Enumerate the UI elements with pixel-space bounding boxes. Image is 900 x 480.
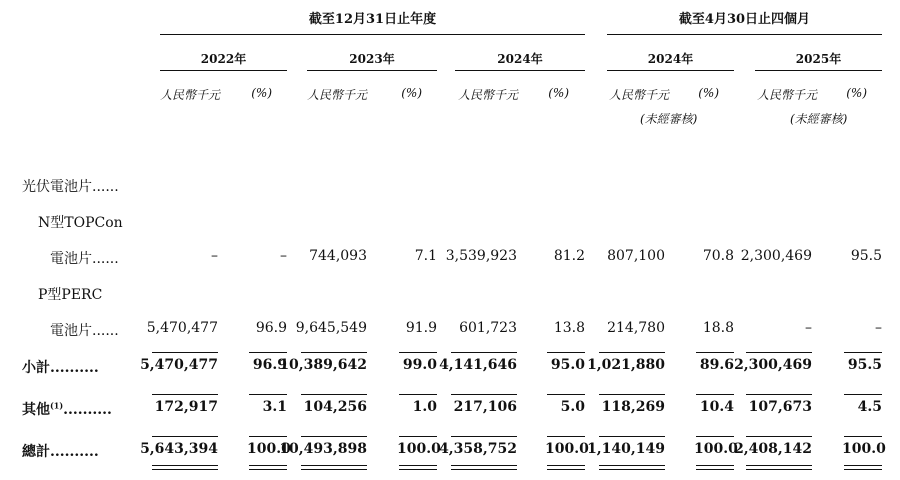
cell-rule: [599, 394, 665, 395]
cell-rule: [696, 352, 734, 353]
cell-rule: [451, 436, 517, 437]
group-underline-fy: [160, 34, 585, 35]
row-label-others: [22, 399, 112, 419]
cell-rule: [152, 436, 218, 437]
year-2023-header: 2023年: [349, 52, 395, 66]
unaudited-label: (未經審核): [790, 112, 848, 126]
row-label-ntopcon-line1: N型TOPCon: [38, 215, 123, 231]
unit-label: 人民幣千元: [609, 88, 670, 102]
cell-rule: [844, 469, 882, 470]
pct-label: (%): [846, 86, 867, 100]
table-cell: 100.0: [694, 441, 738, 457]
cell-rule: [844, 394, 882, 395]
row-label-total: 總計..........: [22, 444, 99, 460]
group-header-four-months: 截至4月30日止四個月: [678, 12, 811, 27]
unit-label: 人民幣千元: [160, 88, 221, 102]
cell-rule: [746, 436, 812, 437]
cell-rule: [599, 436, 665, 437]
table-cell: 81.2: [553, 248, 585, 264]
table-cell: 5,470,477: [146, 320, 218, 336]
table-cell: 1,021,880: [587, 357, 665, 373]
group-underline-4m: [607, 34, 882, 35]
table-cell: 10,493,898: [279, 441, 367, 457]
table-cell: 96.9: [252, 357, 287, 373]
table-cell: 99.0: [402, 357, 437, 373]
year-2024-header: 2024年: [497, 52, 543, 66]
table-cell: 95.5: [847, 357, 882, 373]
cell-rule: [152, 469, 218, 470]
cell-rule: [599, 352, 665, 353]
year-underline: [160, 70, 287, 71]
cell-rule: [696, 436, 734, 437]
table-cell: 70.8: [702, 248, 734, 264]
row-label-subtotal: 小計..........: [22, 360, 99, 376]
cell-rule: [696, 394, 734, 395]
cell-rule: [746, 394, 812, 395]
cell-rule: [152, 352, 218, 353]
table-cell: 13.8: [553, 320, 585, 336]
cell-rule: [547, 394, 585, 395]
pct-label: (%): [401, 86, 422, 100]
cell-rule: [746, 352, 812, 353]
table-cell: –: [211, 248, 218, 264]
cell-rule: [547, 469, 585, 470]
table-cell: –: [805, 320, 812, 336]
table-cell: 89.6: [699, 357, 734, 373]
cell-rule: [547, 352, 585, 353]
cell-rule: [249, 465, 287, 466]
year-underline: [755, 70, 882, 71]
others-text: 其他: [22, 402, 50, 418]
cell-rule: [399, 352, 437, 353]
cell-rule: [844, 436, 882, 437]
table-cell: 744,093: [309, 248, 367, 264]
year-2022-header: 2022年: [200, 52, 247, 66]
table-cell: 96.9: [255, 320, 287, 336]
cell-rule: [599, 465, 665, 466]
table-cell: 95.5: [850, 248, 882, 264]
year-underline: [455, 70, 585, 71]
group-header-fiscal-year: 截至12月31日止年度: [308, 12, 437, 27]
table-cell: 214,780: [607, 320, 665, 336]
table-cell: 2,300,469: [734, 357, 812, 373]
year-2025-4m-header: 2025年: [795, 52, 842, 66]
table-cell: 100.0: [842, 441, 886, 457]
table-cell: 5,643,394: [140, 441, 218, 457]
table-cell: 5,470,477: [140, 357, 218, 373]
table-cell: 107,673: [748, 399, 812, 415]
cell-rule: [599, 469, 665, 470]
row-label-pperc-line1: P型PERC: [38, 287, 103, 303]
cell-rule: [152, 394, 218, 395]
cell-rule: [451, 394, 517, 395]
cell-rule: [451, 352, 517, 353]
cell-rule: [301, 465, 367, 466]
table-cell: 7.1: [414, 248, 437, 264]
table-cell: 118,269: [601, 399, 665, 415]
table-cell: 217,106: [453, 399, 517, 415]
table-cell: –: [875, 320, 882, 336]
cell-rule: [301, 352, 367, 353]
table-cell: 100.0: [247, 441, 291, 457]
row-label-ntopcon-line2: 電池片......: [50, 251, 119, 267]
cell-rule: [152, 465, 218, 466]
unit-label: 人民幣千元: [307, 88, 368, 102]
cell-rule: [844, 465, 882, 466]
cell-rule: [451, 469, 517, 470]
table-cell: 601,723: [459, 320, 517, 336]
unit-label: 人民幣千元: [757, 88, 818, 102]
cell-rule: [301, 436, 367, 437]
cell-rule: [249, 469, 287, 470]
cell-rule: [547, 465, 585, 466]
table-cell: 5.0: [560, 399, 585, 415]
cell-rule: [399, 465, 437, 466]
table-cell: 95.0: [550, 357, 585, 373]
table-cell: 10.4: [699, 399, 734, 415]
cell-rule: [301, 394, 367, 395]
table-cell: 4,141,646: [439, 357, 517, 373]
table-cell: 172,917: [154, 399, 218, 415]
cell-rule: [249, 436, 287, 437]
table-cell: 9,645,549: [295, 320, 367, 336]
table-cell: 2,408,142: [734, 441, 812, 457]
year-underline: [607, 70, 734, 71]
table-cell: 100.0: [545, 441, 589, 457]
table-cell: 1.0: [412, 399, 437, 415]
table-cell: 1,140,149: [587, 441, 665, 457]
cell-rule: [696, 469, 734, 470]
cell-rule: [547, 436, 585, 437]
table-cell: 3.1: [262, 399, 287, 415]
cell-rule: [399, 394, 437, 395]
table-cell: 3,539,923: [445, 248, 517, 264]
others-dots: ..........: [63, 402, 112, 418]
unit-label: 人民幣千元: [458, 88, 519, 102]
row-label-pv-cell: 光伏電池片......: [22, 179, 119, 195]
cell-rule: [451, 465, 517, 466]
cell-rule: [399, 436, 437, 437]
table-cell: 4,358,752: [439, 441, 517, 457]
table-cell: 91.9: [405, 320, 437, 336]
table-cell: –: [280, 248, 287, 264]
table-cell: 2,300,469: [740, 248, 812, 264]
cell-rule: [746, 469, 812, 470]
cell-rule: [249, 352, 287, 353]
table-cell: 18.8: [702, 320, 734, 336]
table-cell: 10,389,642: [279, 357, 367, 373]
footnote-marker: (1): [50, 400, 64, 411]
cell-rule: [696, 465, 734, 466]
table-cell: 4.5: [857, 399, 882, 415]
cell-rule: [399, 469, 437, 470]
table-cell: 104,256: [303, 399, 367, 415]
row-label-pperc-line2: 電池片......: [50, 323, 119, 339]
cell-rule: [249, 394, 287, 395]
pct-label: (%): [698, 86, 719, 100]
pct-label: (%): [548, 86, 569, 100]
unaudited-label: (未經審核): [640, 112, 698, 126]
cell-rule: [301, 469, 367, 470]
cell-rule: [746, 465, 812, 466]
table-cell: 807,100: [607, 248, 665, 264]
year-2024-4m-header: 2024年: [647, 52, 694, 66]
table-cell: 100.0: [397, 441, 441, 457]
cell-rule: [844, 352, 882, 353]
pct-label: (%): [251, 86, 272, 100]
year-underline: [307, 70, 437, 71]
